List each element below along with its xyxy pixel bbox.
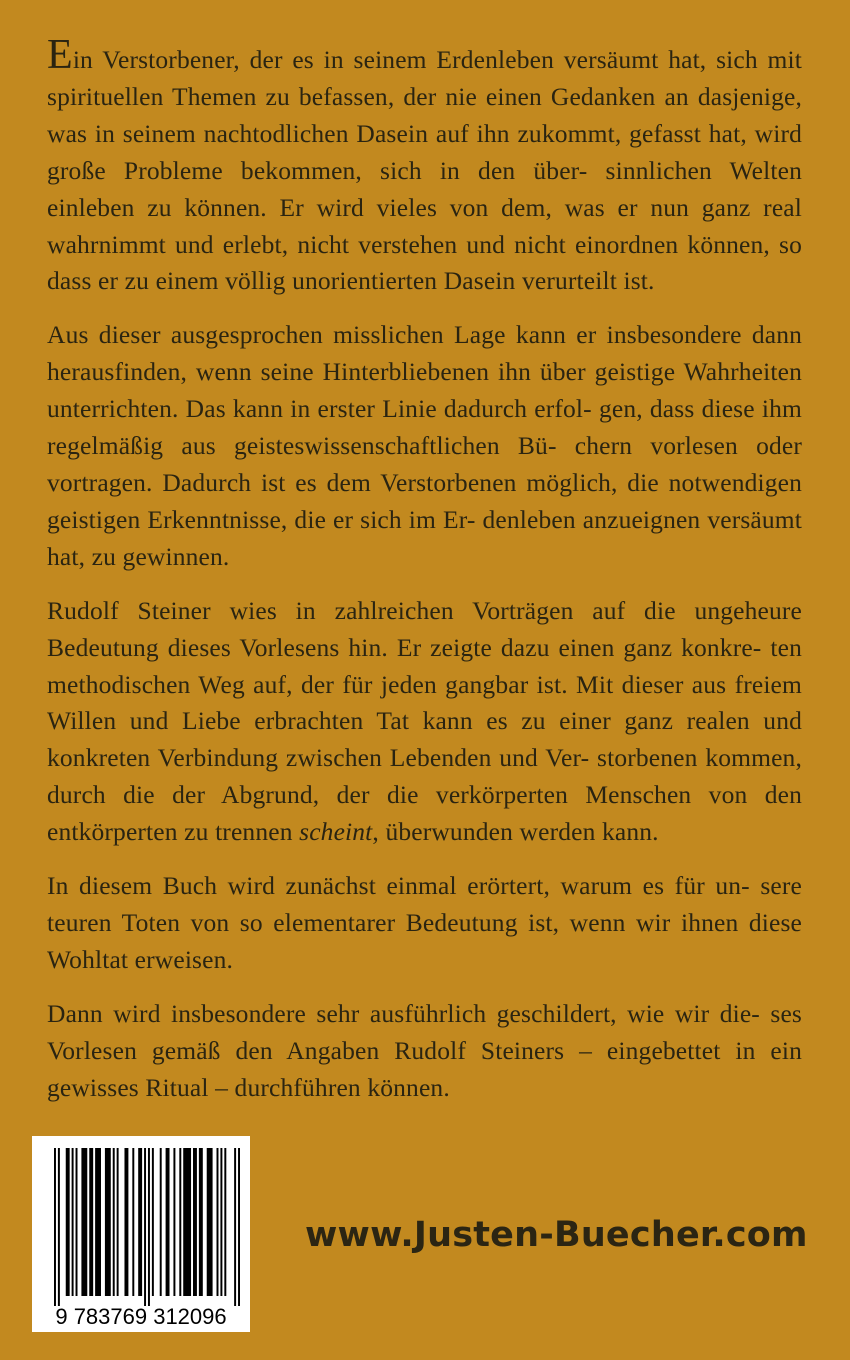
barcode-bar (148, 1148, 150, 1306)
barcode-bar (234, 1148, 236, 1306)
barcode-bar (224, 1148, 226, 1296)
text-line: , überwunden (372, 817, 513, 847)
text-line: aus freiem Willen und Liebe erbrachten Tat kann es zu einer ganz (47, 669, 803, 736)
barcode-bar (217, 1148, 219, 1296)
paragraph-2 (47, 317, 802, 575)
barcode-bar (54, 1148, 56, 1306)
barcode-bar (117, 1148, 119, 1296)
barcode-bar (220, 1148, 222, 1296)
barcode-bar (207, 1148, 213, 1296)
paragraph-4 (47, 868, 802, 979)
back-cover-text (47, 32, 803, 1123)
barcode-bar (138, 1148, 142, 1296)
barcode-bar (76, 1148, 78, 1296)
barcode-bar (89, 1148, 93, 1296)
barcode-bar (72, 1148, 74, 1296)
paragraph-3 (47, 593, 802, 851)
text-line: er nun ganz real wahrnimmt und erlebt, nicht verstehen und nicht (47, 192, 802, 259)
barcode-bar (113, 1148, 115, 1296)
barcode-bar (183, 1148, 191, 1296)
text-line: möglich, die notwendigen geistigen Erkenntnisse, die er sich im Er- (47, 467, 803, 534)
barcode-bar (152, 1148, 154, 1296)
isbn-barcode (32, 1136, 250, 1332)
barcode-bar (95, 1148, 101, 1296)
barcode-bar (179, 1148, 181, 1296)
barcode-bar (105, 1148, 111, 1296)
text-line: Aus dieser ausgesprochen misslichen Lage kann er insbesondere (47, 320, 742, 350)
barcode-bar (160, 1148, 162, 1296)
text-line: gefasst hat, wird große Probleme bekommen, sich in den über- (47, 118, 802, 185)
text-line: dann herausfinden, wenn seine Hinterbliebenen ihn über geistige (47, 320, 802, 387)
text-line: realen und konkreten Verbindung zwischen Lebenden und Ver- (47, 706, 803, 773)
barcode-bar (66, 1148, 70, 1296)
text-line: einordnen können, so dass er zu einem völlig unorientierten Dasein (47, 229, 802, 296)
barcode-bar (199, 1148, 203, 1296)
text-line: in Verstorbener, der es in seinem Erdenleben versäumt hat, sich (72, 45, 758, 74)
barcode-bar (193, 1148, 197, 1296)
emphasis: scheint (299, 817, 373, 847)
text-line: In diesem Buch wird zunächst einmal erörtert, warum es für un- (47, 871, 750, 901)
text-line: verurteilt ist. (521, 266, 655, 296)
isbn-number: 9 783769 312096 (55, 1304, 227, 1329)
text-line: ten methodischen Weg auf, der für jeden gangbar ist. Mit dieser (47, 632, 802, 699)
drop-cap: E (47, 32, 73, 78)
text-line: Menschen von den entkörperten zu trennen (47, 780, 802, 847)
barcode-bar (144, 1148, 146, 1306)
barcode-bar (132, 1148, 134, 1296)
barcode-bar (238, 1148, 240, 1306)
text-line: denleben anzueignen versäumt hat, zu gewinnen. (47, 504, 802, 571)
text-line: chern vorlesen oder vortragen. Dadurch ist es dem Verstorbenen (47, 431, 802, 497)
barcode-bar (166, 1148, 170, 1296)
barcode-bar (124, 1148, 128, 1296)
text-line: ihnen diese Wohltat erweisen. (47, 907, 803, 974)
barcode-bar (58, 1148, 60, 1306)
barcode-graphic (32, 1136, 250, 1332)
text-line: Dann wird insbesondere sehr ausführlich geschildert, wie wir die- (47, 998, 760, 1028)
paragraph-5 (47, 996, 802, 1107)
text-line: gen, dass diese ihm regelmäßig aus geisteswissenschaftlichen Bü- (47, 394, 802, 461)
text-line: dasjenige, was in seinem nachtodlichen Dasein auf ihn zukommt, (47, 81, 803, 148)
text-line: sere teuren Toten von so elementarer Bedeutung ist, wenn wir (47, 871, 803, 937)
paragraph-1 (47, 32, 803, 300)
text-line: sinnlichen Welten einleben zu können. Er wird vieles von dem, was (47, 155, 802, 222)
text-line: Wahrheiten unterrichten. Das kann in erster Linie dadurch erfol- (47, 357, 802, 424)
text-line: werden kann. (519, 817, 659, 847)
barcode-bar (173, 1148, 175, 1296)
text-line: Bedeutung dieses Vorlesens hin. Er zeigte dazu einen ganz konkre- (47, 632, 762, 662)
text-line: ein gewisses Ritual – durchführen können. (47, 1035, 802, 1102)
text-line: storbenen kommen, durch die der Abgrund, der die verkörperten (47, 743, 802, 810)
barcode-bar (81, 1148, 87, 1296)
text-line: mit spirituellen Themen zu befassen, der nie einen Gedanken an (47, 45, 802, 111)
text-line: Rudolf Steiner wies in zahlreichen Vorträgen auf die ungeheure (47, 595, 802, 625)
text-line: ses Vorlesen gemäß den Angaben Rudolf Steiners – eingebettet in (47, 998, 802, 1065)
publisher-website: www.Justen-Buecher.com (305, 1215, 808, 1255)
